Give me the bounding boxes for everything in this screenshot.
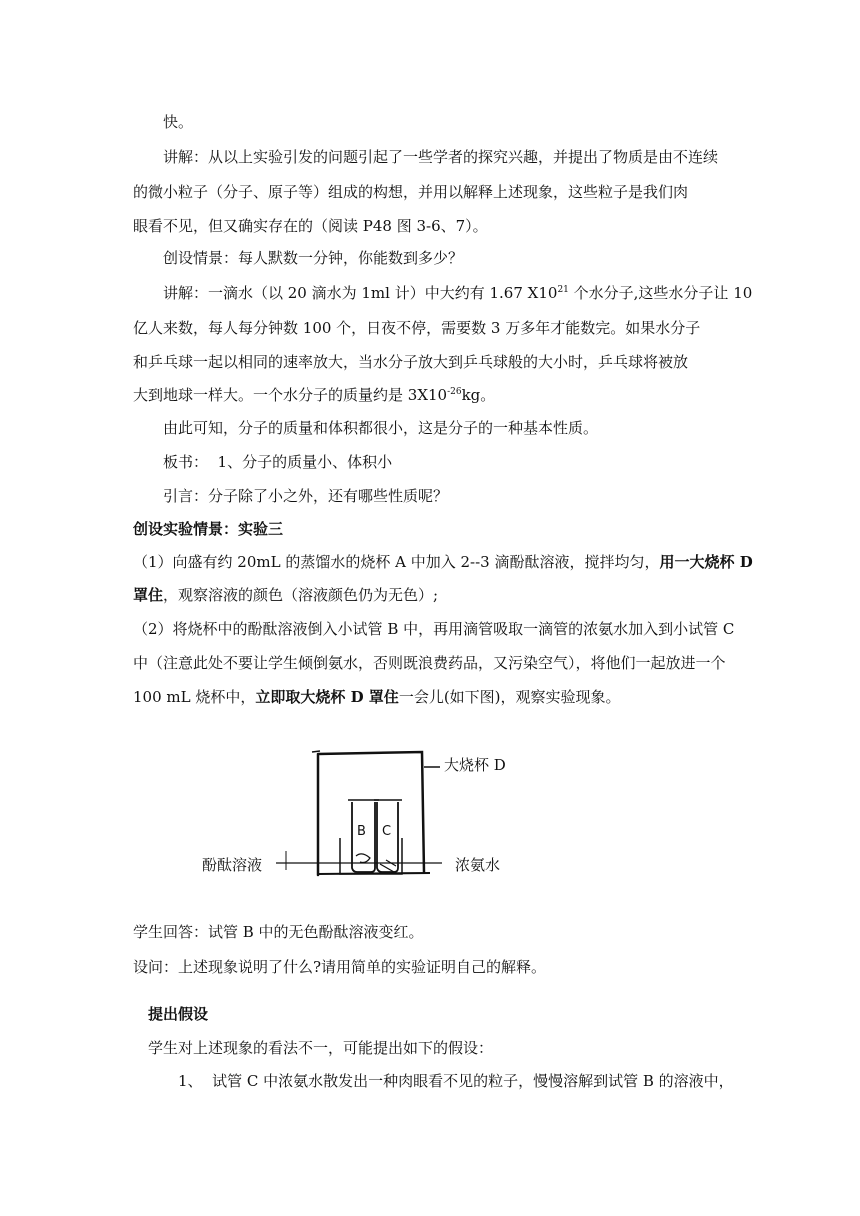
small-beaker-outline — [340, 838, 402, 874]
text-line: 讲解：从以上实验引发的问题引起了一些学者的探究兴趣，并提出了物质是由不连续 — [163, 148, 719, 166]
text-line: 和乒乓球一起以相同的速率放大，当水分子放大到乒乓球般的大小时，乒乓球将被放 — [133, 353, 689, 371]
bold-span: 立即取大烧杯 D 罩住 — [255, 688, 399, 706]
text-line: 学生回答：试管 B 中的无色酚酞溶液变红。 — [133, 923, 424, 941]
bold-span: 用一大烧杯 D — [659, 553, 753, 571]
label-phenolphthalein: 酚酞溶液 — [202, 856, 263, 874]
text-line — [133, 552, 753, 572]
text-line: 板书： 1、分子的质量小、体积小 — [163, 453, 393, 471]
text-span: 100 mL 烧杯中， — [133, 688, 256, 706]
experiment-figure — [190, 738, 570, 888]
tube-c-letter: C — [382, 824, 392, 839]
text-span: kg。 — [461, 386, 496, 404]
section-heading: 创设实验情景：实验三 — [133, 520, 284, 538]
superscript: -26 — [447, 387, 462, 397]
label-ammonia: 浓氨水 — [455, 856, 501, 874]
text-line: 创设情景：每人默数一分钟，你能数到多少？ — [163, 249, 464, 267]
section-heading: 提出假设 — [148, 1005, 209, 1023]
text-line — [163, 283, 752, 303]
text-span: 一会儿(如下图)，观察实验现象。 — [398, 688, 621, 706]
tube-c-liquid — [380, 860, 396, 872]
text-line: 1、 试管 C 中浓氨水散发出一种肉眼看不见的粒子，慢慢溶解到试管 B 的溶液中， — [178, 1072, 734, 1090]
text-line: （2）将烧杯中的酚酞溶液倒入小试管 B 中，再用滴管吸取一滴管的浓氨水加入到小试管 C — [133, 620, 735, 638]
large-beaker-outline — [318, 752, 424, 875]
tube-b-letter: B — [357, 824, 366, 839]
text-span: 讲解：一滴水（以 20 滴水为 1ml 计）中大约有 1.67 X10 — [163, 284, 558, 302]
text-line: 亿人来数，每人每分钟数 100 个，日夜不停，需要数 3 万多年才能数完。如果水分子 — [133, 319, 701, 337]
superscript: 21 — [557, 285, 569, 295]
text-span: （1）向盛有约 20mL 的蒸馏水的烧杯 A 中加入 2--3 滴酚酞溶液，搅拌均匀， — [133, 553, 660, 571]
text-line: 引言：分子除了小之外，还有哪些性质呢？ — [163, 487, 449, 505]
text-span: 大到地球一样大。一个水分子的质量约是 3X10 — [133, 386, 448, 404]
text-span: 个水分子,这些水分子让 10 — [568, 284, 753, 302]
text-line: 眼看不见，但又确实存在的（阅读 P48 图 3-6、7）。 — [133, 217, 488, 235]
bold-span: 罩住 — [133, 586, 164, 604]
text-span: ，观察溶液的颜色（溶液颜色仍为无色）; — [163, 586, 439, 604]
beaker-lip — [312, 751, 320, 752]
tube-b-liquid — [356, 854, 370, 863]
text-line: 由此可知，分子的质量和体积都很小，这是分子的一种基本性质。 — [163, 419, 599, 437]
text-line: 学生对上述现象的看法不一，可能提出如下的假设： — [148, 1039, 494, 1057]
text-line: 快。 — [163, 113, 194, 131]
label-beaker-d: 大烧杯 D — [444, 756, 506, 774]
text-line: 中（注意此处不要让学生倾倒氨水，否则既浪费药品，又污染空气），将他们一起放进一个 — [133, 654, 726, 672]
text-line: 的微小粒子（分子、原子等）组成的构想，并用以解释上述现象，这些粒子是我们肉 — [133, 183, 689, 201]
text-line: 设问：上述现象说明了什么?请用简单的实验证明自己的解释。 — [133, 958, 547, 976]
text-line — [133, 687, 621, 707]
beaker-base — [318, 873, 430, 874]
text-line — [133, 385, 495, 405]
text-line — [133, 585, 438, 605]
